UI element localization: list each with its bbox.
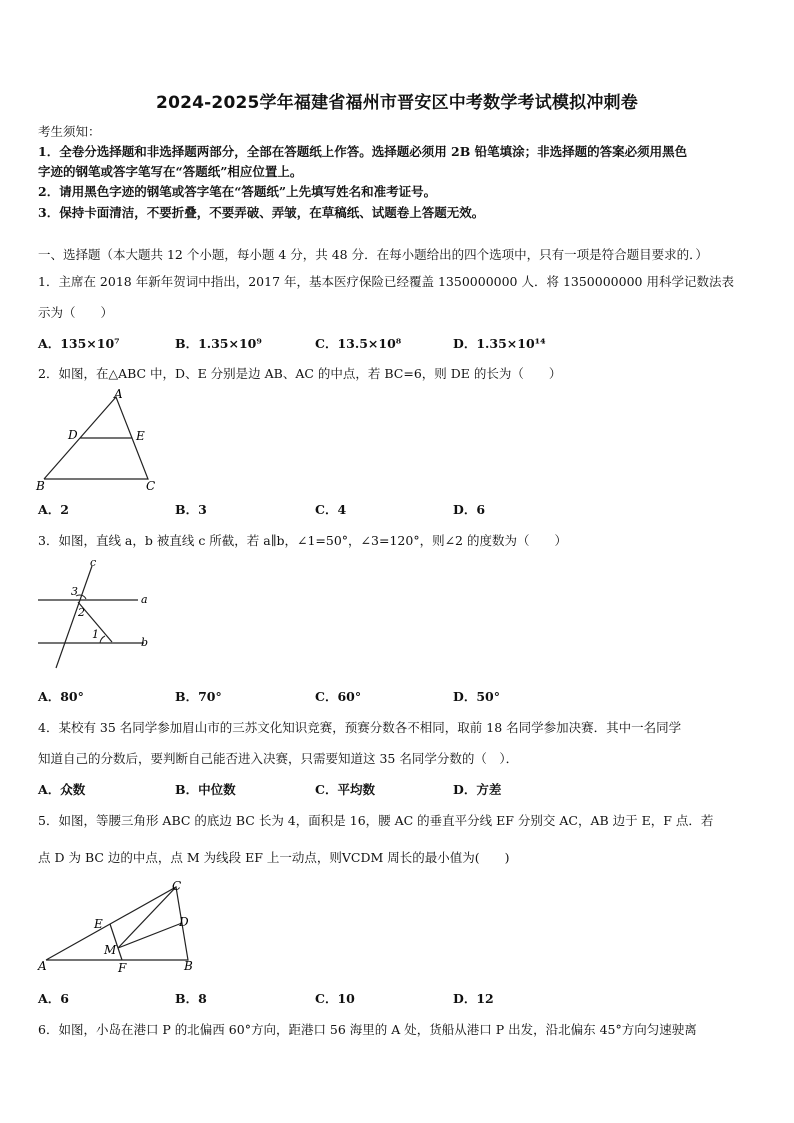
q2-option-d: D．6 (453, 502, 486, 517)
q5-triangle-figure (34, 876, 204, 978)
q4-option-d: D．方差 (453, 782, 502, 797)
section-header: 一、选择题（本大题共 12 个小题，每小题 4 分，共 48 分．在每小题给出的四个选项中，只有一项是符合题目要求的．） (38, 247, 708, 262)
q3-label-c: c (90, 556, 97, 569)
q2-label-b: B (36, 479, 45, 493)
q2-triangle-figure (34, 386, 164, 494)
q2-label-c: C (146, 479, 156, 493)
q6-stem-line1: 6．如图，小岛在港口 P 的北偏西 60°方向，距港口 56 海里的 A 处，货船从港口 P 出发，沿北偏东 45°方向匀速驶离 (38, 1022, 697, 1037)
q2-option-b: B．3 (175, 502, 207, 517)
q3-label-b: b (141, 636, 149, 649)
q4-stem-line2: 知道自己的分数后，要判断自己能否进入决赛，只需要知道这 35 名同学分数的（ ）． (38, 751, 519, 766)
q1-stem-line1: 1．主席在 2018 年新年贺词中指出，2017 年，基本医疗保险已经覆盖 1350000000 人．将 1350000000 用科学记数法表 (38, 274, 734, 289)
q3-option-d: D．50° (453, 689, 500, 704)
q3-option-c: C．60° (315, 689, 362, 704)
q2-option-c: C．4 (315, 502, 347, 517)
q3-stem: 3．如图，直线 a，b 被直线 c 所截，若 a∥b，∠1=50°，∠3=120°，则∠2 的度数为（ ） (38, 533, 567, 548)
q4-option-b: B．中位数 (175, 782, 236, 797)
q2-label-d: D (68, 428, 78, 442)
q5-stem-line2: 点 D 为 BC 边的中点，点 M 为线段 EF 上一动点，则VCDM 周长的最小值为( ) (38, 850, 510, 865)
q1-stem-line2: 示为（ ） (38, 305, 114, 320)
q3-angle-2: 2 (78, 606, 85, 619)
q3-label-a: a (141, 593, 148, 606)
notice-item: 1．全卷分选择题和非选择题两部分，全部在答题纸上作答。选择题必须用 2B 铅笔填涂；非选择题的答案必须用黑色 (38, 144, 688, 159)
q5-label-b: B (184, 959, 193, 973)
q4-option-a: A．众数 (38, 782, 86, 797)
notice-item: 2．请用黑色字迹的钢笔或答字笔在“答题纸”上先填写姓名和准考证号。 (38, 184, 437, 199)
q5-option-a: A．6 (38, 991, 69, 1006)
q1-option-d: D．1.35×10¹⁴ (453, 336, 546, 351)
q1-option-a: A．135×10⁷ (38, 336, 120, 351)
q5-label-d: D (179, 915, 189, 929)
q5-label-c: C (172, 879, 182, 893)
q2-stem: 2．如图，在△ABC 中，D、E 分别是边 AB、AC 的中点，若 BC=6，则 DE 的长为（ ） (38, 366, 562, 381)
q5-label-f: F (118, 961, 127, 975)
q5-label-m: M (104, 943, 117, 957)
page-title: 2024-2025学年福建省福州市晋安区中考数学考试模拟冲刺卷 (156, 93, 638, 113)
q5-stem-line1: 5．如图，等腰三角形 ABC 的底边 BC 长为 4，面积是 16，腰 AC 的垂直平分线 EF 分别交 AC，AB 边于 E，F 点．若 (38, 813, 714, 828)
q3-parallel-lines-figure (34, 556, 158, 674)
q3-option-b: B．70° (175, 689, 222, 704)
q5-option-c: C．10 (315, 991, 355, 1006)
q1-option-c: C．13.5×10⁸ (315, 336, 402, 351)
notice-item: 3．保持卡面清洁，不要折叠，不要弄破、弄皱，在草稿纸、试题卷上答题无效。 (38, 205, 485, 220)
q3-angle-3: 3 (71, 585, 78, 598)
q4-stem-line1: 4．某校有 35 名同学参加眉山市的三苏文化知识竞赛，预赛分数各不相同，取前 18 名同学参加决赛．其中一名同学 (38, 720, 682, 735)
q2-label-e: E (136, 429, 145, 443)
q3-option-a: A．80° (38, 689, 84, 704)
q4-option-c: C．平均数 (315, 782, 375, 797)
q1-option-b: B．1.35×10⁹ (175, 336, 262, 351)
notice-item: 字迹的钢笔或答字笔写在“答题纸”相应位置上。 (38, 164, 303, 179)
q5-option-d: D．12 (453, 991, 494, 1006)
q5-label-a: A (38, 959, 47, 973)
q2-label-a: A (114, 387, 123, 401)
q3-angle-1: 1 (92, 628, 99, 641)
q5-option-b: B．8 (175, 991, 207, 1006)
q5-label-e: E (94, 917, 103, 931)
notice-heading: 考生须知： (38, 124, 101, 139)
q2-option-a: A．2 (38, 502, 69, 517)
